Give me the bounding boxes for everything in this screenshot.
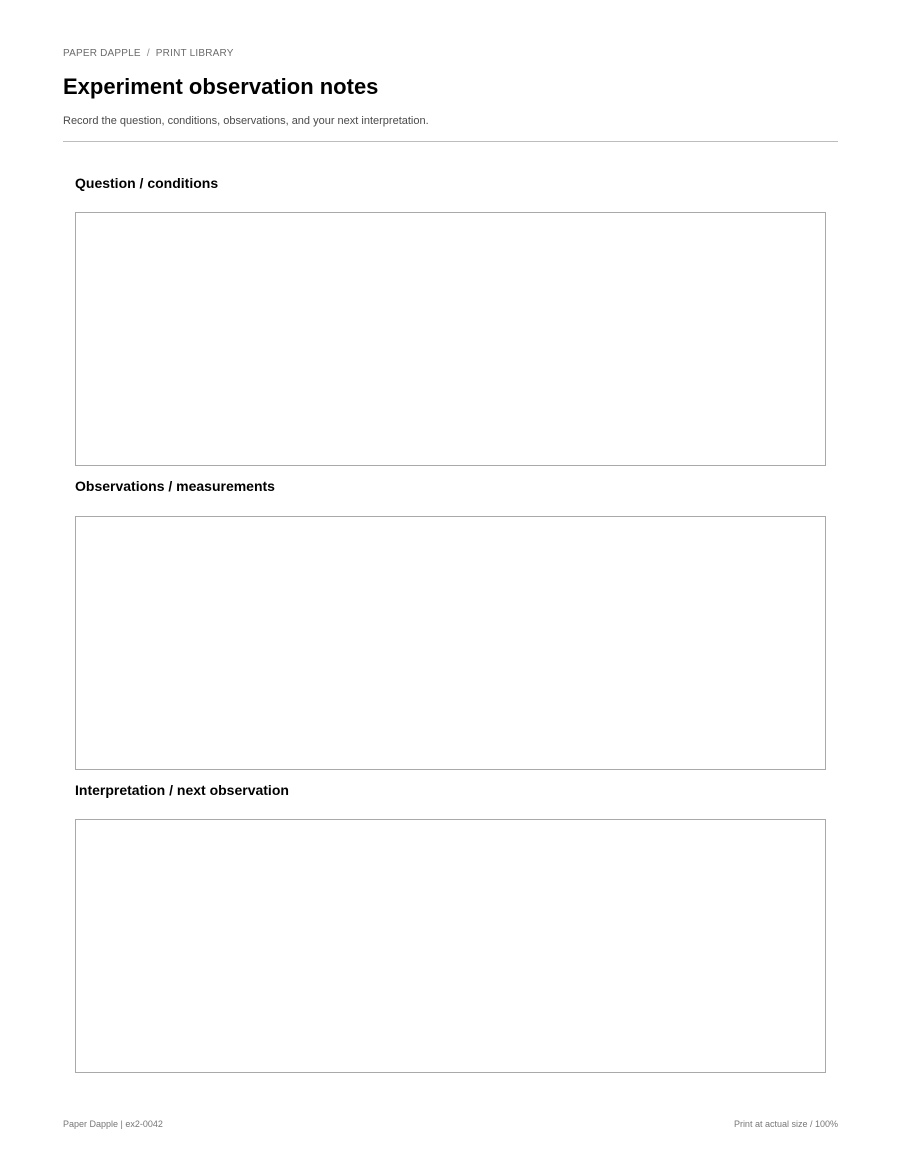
breadcrumb-separator: /	[146, 48, 150, 59]
writing-box-observations-measurements[interactable]	[75, 516, 826, 770]
writing-box-question-conditions[interactable]	[75, 212, 826, 466]
writing-box-interpretation-next-observation[interactable]	[75, 819, 826, 1073]
breadcrumb-section: PRINT LIBRARY	[155, 48, 234, 59]
section-heading-interpretation-next-observation: Interpretation / next observation	[75, 782, 289, 798]
breadcrumb-brand: PAPER DAPPLE	[63, 48, 141, 59]
page-title: Experiment observation notes	[63, 74, 379, 99]
footer-doc-id: Paper Dapple | ex2-0042	[63, 1119, 163, 1129]
breadcrumb	[63, 48, 234, 59]
footer-print-note: Print at actual size / 100%	[733, 1119, 838, 1129]
section-heading-question-conditions: Question / conditions	[75, 175, 219, 191]
header-divider	[63, 141, 838, 142]
section-heading-observations-measurements: Observations / measurements	[75, 478, 275, 494]
page-subtitle: Record the question, conditions, observations, and your next interpretation.	[63, 115, 429, 127]
